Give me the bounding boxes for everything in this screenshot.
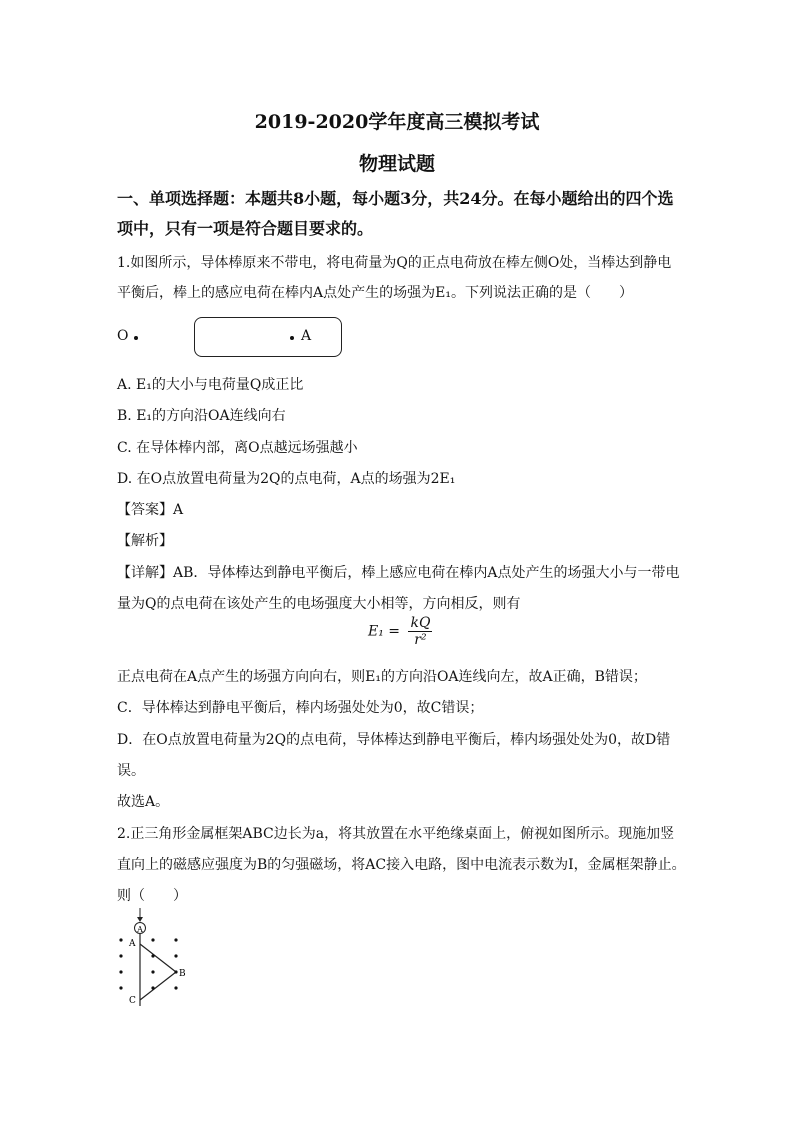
q1-detail-line5: D．在O点放置电荷量为2Q的点电荷，导体棒达到静电平衡后，棒内场强处处为0，故D错 bbox=[117, 732, 671, 748]
formula-numerator: kQ bbox=[410, 615, 431, 631]
page-subtitle: 物理试题 bbox=[358, 153, 435, 175]
point-a-dot bbox=[290, 336, 294, 340]
q2-stem-line1: 2.正三角形金属框架ABC边长为a，将其放置在水平绝缘桌面上，俯视如图所示。现施加竖 bbox=[117, 826, 675, 842]
q1-stem-line1: 1.如图所示，导体棒原来不带电，将电荷量为Q的正点电荷放在棒左侧O处，当棒达到静电 bbox=[117, 255, 672, 271]
vertex-a-label: A bbox=[129, 939, 136, 949]
analysis-tag: 【解析】 bbox=[117, 533, 173, 549]
charge-point-o bbox=[134, 336, 138, 340]
section-heading-line2: 项中，只有一项是符合题目要求的。 bbox=[117, 219, 374, 238]
q2-figure bbox=[112, 908, 202, 1008]
current-arrow-icon bbox=[137, 917, 143, 922]
q1-option-d: D. 在O点放置电荷量为2Q的点电荷，A点的场强为2E₁ bbox=[117, 471, 456, 487]
q1-option-b: B. E₁的方向沿OA连线向右 bbox=[117, 408, 286, 424]
q1-option-a: A. E₁的大小与电荷量Q成正比 bbox=[117, 377, 304, 393]
formula-fraction bbox=[408, 615, 432, 648]
q2-stem-line2: 直向上的磁感应强度为B的匀强磁场，将AC接入电路，图中电流表示数为I，金属框架静止。 bbox=[117, 857, 686, 873]
q1-detail-line4: C．导体棒达到静电平衡后，棒内场强处处为0，故C错误； bbox=[117, 700, 484, 716]
answer-tag: 【答案】A bbox=[117, 502, 184, 518]
vertex-b-dot bbox=[174, 970, 177, 973]
q1-option-c: C. 在导体棒内部，离O点越远场强越小 bbox=[117, 440, 358, 456]
q1-conclusion: 故选A。 bbox=[117, 794, 170, 810]
vertex-b-label: B bbox=[179, 969, 186, 979]
label-a: A bbox=[301, 328, 312, 344]
q1-figure bbox=[117, 317, 357, 361]
q1-detail-line6: 误。 bbox=[117, 763, 145, 779]
formula-denominator: r² bbox=[414, 632, 427, 648]
ammeter-label: A bbox=[137, 925, 143, 934]
q1-detail-line2: 量为Q的点电荷在该处产生的电场强度大小相等，方向相反，则有 bbox=[117, 596, 521, 612]
q1-detail-line3: 正点电荷在A点产生的场强方向向右，则E₁的方向沿OA连线向左，故A正确，B错误； bbox=[117, 669, 647, 685]
label-o: O bbox=[117, 328, 129, 344]
triangle-frame-diagram bbox=[112, 908, 202, 1008]
side-ab bbox=[140, 944, 176, 972]
formula-e1 bbox=[368, 615, 432, 648]
page-title: 2019-2020学年度高三模拟考试 bbox=[254, 111, 540, 133]
q2-stem-line3: 则（ ） bbox=[117, 888, 187, 904]
section-heading-line1: 一、单项选择题：本题共8小题，每小题3分，共24分。在每小题给出的四个选 bbox=[117, 189, 674, 208]
vertex-c-label: C bbox=[129, 996, 136, 1006]
conductor-rod bbox=[194, 317, 342, 357]
q1-detail-line1: 【详解】AB．导体棒达到静电平衡后，棒上感应电荷在棒内A点处产生的场强大小与一带电 bbox=[117, 565, 680, 581]
formula-lhs: E₁ = bbox=[368, 623, 401, 640]
q1-stem-line2: 平衡后，棒上的感应电荷在棒内A点处产生的场强为E₁。下列说法正确的是（ ） bbox=[117, 285, 633, 301]
side-bc bbox=[140, 972, 176, 1000]
